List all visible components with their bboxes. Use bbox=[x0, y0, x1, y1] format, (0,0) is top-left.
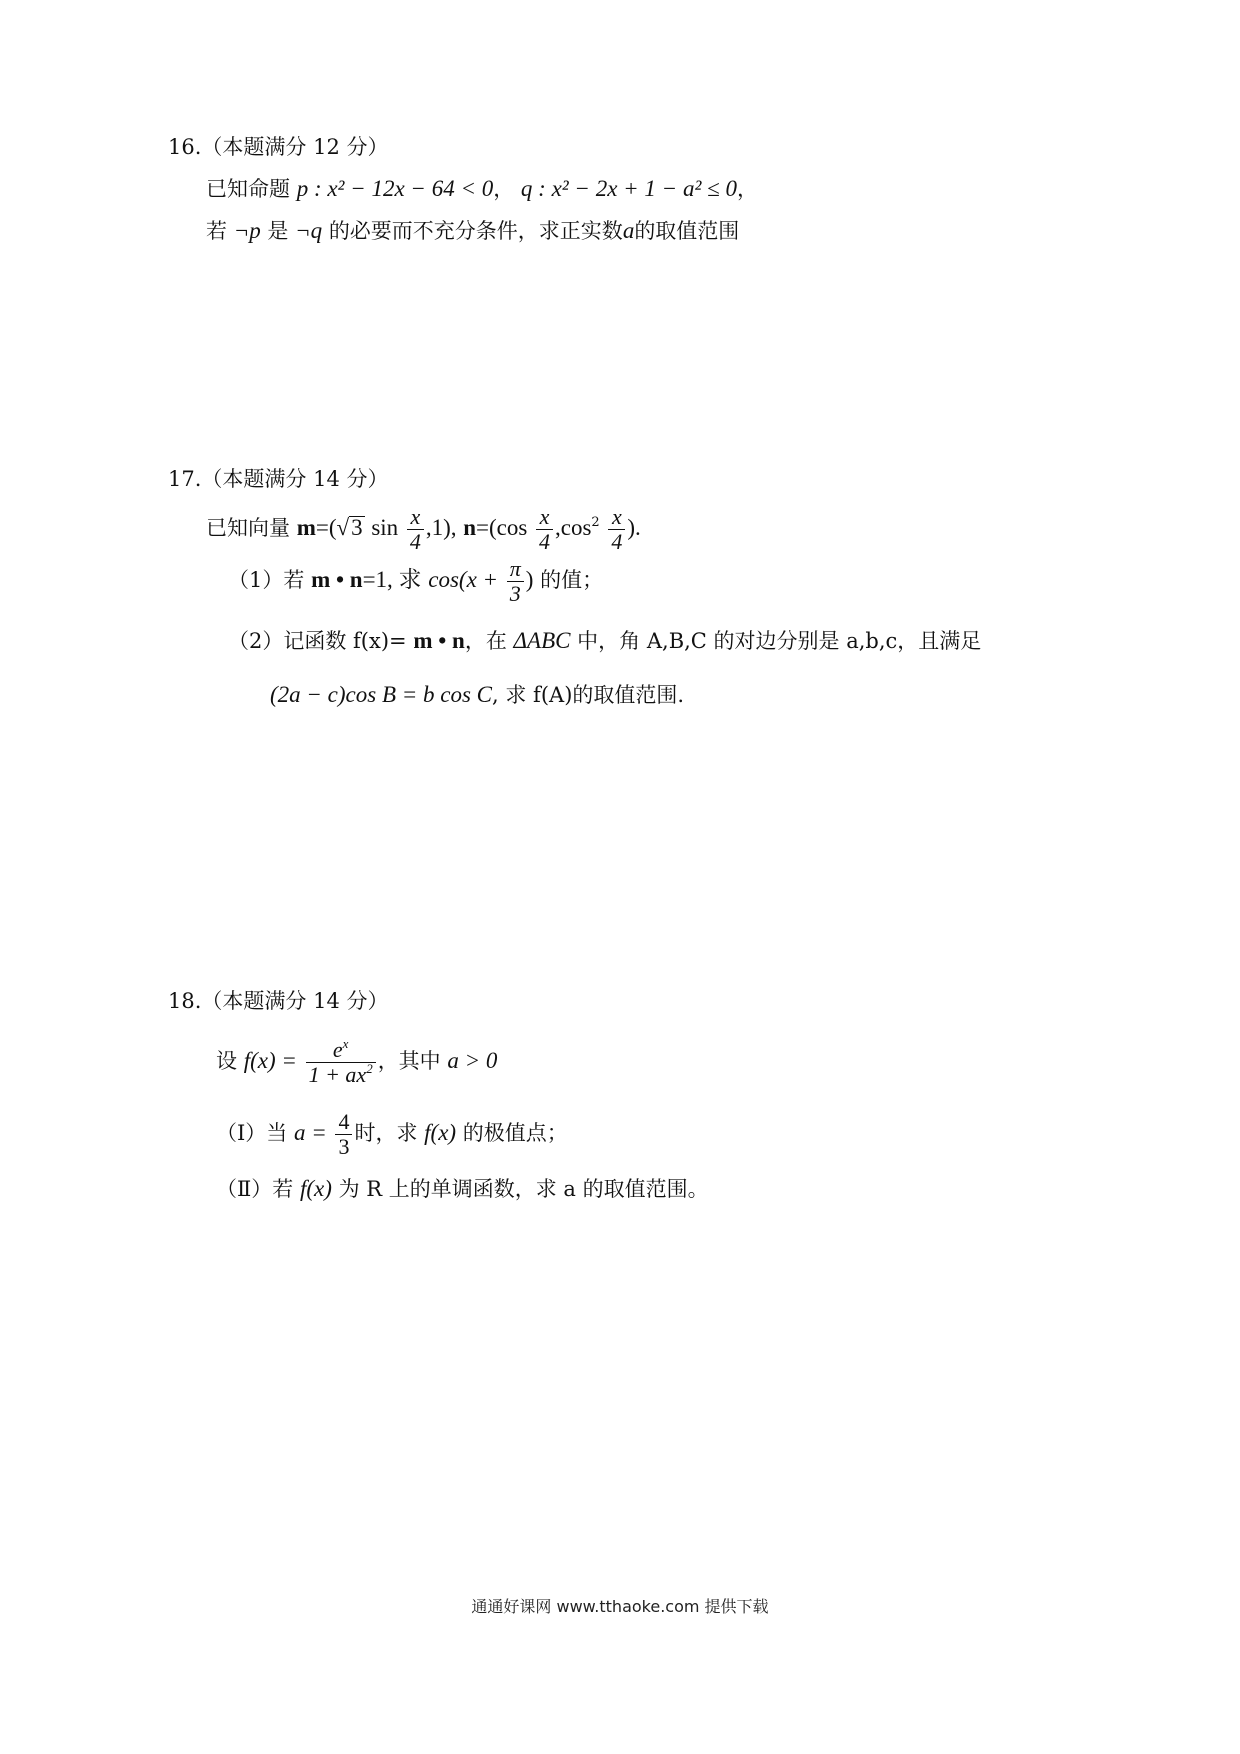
q17-part1-end: 的值； bbox=[540, 568, 604, 592]
q17-cos-squared: ,cos bbox=[554, 515, 592, 540]
q17-fraction-2-den: 4 bbox=[538, 529, 550, 554]
q17-part1-three: 3 bbox=[509, 581, 521, 606]
q16-q-expression: q : x² − 2x + 1 − a² ≤ 0 bbox=[520, 176, 737, 201]
q18-fraction bbox=[306, 1038, 376, 1087]
q17-part1-mid: =1, 求 bbox=[362, 567, 422, 592]
q17-m-close: ,1), bbox=[425, 515, 457, 540]
q16-p-expression: p : x² − 12x − 64 < 0 bbox=[296, 176, 494, 201]
q16-comma-2: ， bbox=[736, 177, 758, 201]
q18-part-2 bbox=[216, 1174, 709, 1204]
q18-numerator-base: e bbox=[332, 1037, 343, 1062]
q17-statement bbox=[206, 504, 641, 554]
q17-part2-mid: ，在 bbox=[464, 629, 507, 653]
q17-fraction-3 bbox=[608, 505, 625, 554]
q18-part-1 bbox=[216, 1106, 568, 1160]
q17-part-2 bbox=[228, 626, 981, 656]
q17-sin: sin bbox=[371, 515, 399, 540]
q18-part2-end: 为 R 上的单调函数，求 a 的取值范围。 bbox=[338, 1177, 709, 1201]
q18-numerator bbox=[306, 1038, 376, 1063]
q17-part2-label: （2）记函数 f(x)= bbox=[228, 629, 407, 653]
q17-vector-n: n bbox=[463, 515, 476, 540]
q17-part2-tail: , 求 f(A)的取值范围. bbox=[492, 683, 685, 707]
q17-part1-close: ) bbox=[525, 567, 534, 592]
q16-cond-text-b: 是 bbox=[267, 219, 289, 243]
q17-fraction-3-den: 4 bbox=[611, 529, 623, 554]
q18-function: f(x) = bbox=[243, 1048, 297, 1073]
q18-number: 18. bbox=[168, 989, 202, 1013]
q17-cos-exponent: 2 bbox=[591, 515, 600, 530]
q18-part2-label: （Ⅱ）若 bbox=[216, 1177, 294, 1201]
q16-score: （本题满分 12 分） bbox=[201, 135, 389, 159]
q18-cond-text: ，其中 bbox=[377, 1049, 441, 1073]
q16-not-p: ¬p bbox=[233, 218, 261, 243]
q18-denominator bbox=[306, 1063, 376, 1087]
q17-part-1 bbox=[228, 556, 603, 606]
q18-numerator-exponent: x bbox=[342, 1036, 349, 1051]
q18-part1-label: （Ⅰ）当 bbox=[216, 1121, 288, 1145]
q17-part1-dot-product: m • n bbox=[311, 567, 363, 592]
q18-score: （本题满分 14 分） bbox=[201, 989, 389, 1013]
q18-part1-mid: 时，求 bbox=[354, 1121, 418, 1145]
q17-part2-equation: (2a − c)cos B = b cos C bbox=[270, 682, 493, 707]
q17-sqrt-sign: √ bbox=[336, 515, 350, 540]
q17-number: 17. bbox=[168, 467, 202, 491]
q18-definition bbox=[216, 1034, 497, 1088]
q18-part2-function: f(x) bbox=[299, 1176, 332, 1201]
q17-part1-fraction bbox=[507, 557, 524, 606]
q17-n-close: ). bbox=[627, 515, 641, 540]
q17-fraction-1-num: x bbox=[407, 505, 424, 530]
q17-sqrt-radicand: 3 bbox=[351, 515, 363, 540]
q16-intro: 已知命题 bbox=[206, 177, 290, 201]
q17-intro: 已知向量 bbox=[206, 516, 290, 540]
q18-intro: 设 bbox=[216, 1049, 237, 1073]
q18-cond-expression: a > 0 bbox=[447, 1048, 498, 1073]
q18-part1-numerator: 4 bbox=[335, 1110, 352, 1135]
q17-fraction-2 bbox=[536, 505, 553, 554]
q17-part1-cos: cos(x + bbox=[428, 567, 499, 592]
q16-cond-text-d: 的取值范围 bbox=[634, 219, 740, 243]
q16-cond-text-a: 若 bbox=[206, 219, 227, 243]
q17-vector-m: m bbox=[296, 515, 316, 540]
q18-denominator-base: 1 + ax bbox=[308, 1062, 367, 1087]
q18-part1-end: 的极值点； bbox=[462, 1121, 568, 1145]
q17-m-open: =( bbox=[315, 515, 337, 540]
q16-not-q: ¬q bbox=[295, 218, 323, 243]
q17-score: （本题满分 14 分） bbox=[201, 467, 389, 491]
q18-header bbox=[168, 986, 388, 1016]
q17-part2-triangle: ΔABC bbox=[513, 628, 571, 653]
q16-cond-text-c: 的必要而不充分条件，求正实数 bbox=[328, 219, 623, 243]
q17-fraction-2-num: x bbox=[536, 505, 553, 530]
q17-part1-pi: π bbox=[507, 557, 524, 582]
q16-statement bbox=[206, 174, 758, 204]
q16-number: 16. bbox=[168, 135, 202, 159]
q18-part1-denominator: 3 bbox=[338, 1134, 350, 1159]
q17-fraction-1-den: 4 bbox=[409, 529, 421, 554]
q18-denominator-exponent: 2 bbox=[366, 1061, 373, 1076]
q18-part1-a: a = bbox=[293, 1120, 327, 1145]
q18-part1-fraction bbox=[335, 1110, 352, 1159]
page-footer: 通通好课网 www.tthaoke.com 提供下载 bbox=[471, 1597, 769, 1616]
q17-part1-label: （1）若 bbox=[228, 568, 305, 592]
q17-part-2-equation bbox=[270, 680, 684, 710]
q16-var-a: a bbox=[622, 218, 635, 243]
q17-header bbox=[168, 464, 388, 494]
q17-part2-end: 中，角 A,B,C 的对边分别是 a,b,c，且满足 bbox=[577, 629, 982, 653]
q17-fraction-1 bbox=[407, 505, 424, 554]
q17-part2-dot-product: m • n bbox=[413, 628, 465, 653]
q17-n-open: =(cos bbox=[476, 515, 528, 540]
q18-part1-function: f(x) bbox=[424, 1120, 457, 1145]
q16-header bbox=[168, 132, 388, 162]
q16-condition bbox=[206, 216, 739, 246]
q17-fraction-3-num: x bbox=[608, 505, 625, 530]
q16-comma-1: ， bbox=[493, 177, 515, 201]
